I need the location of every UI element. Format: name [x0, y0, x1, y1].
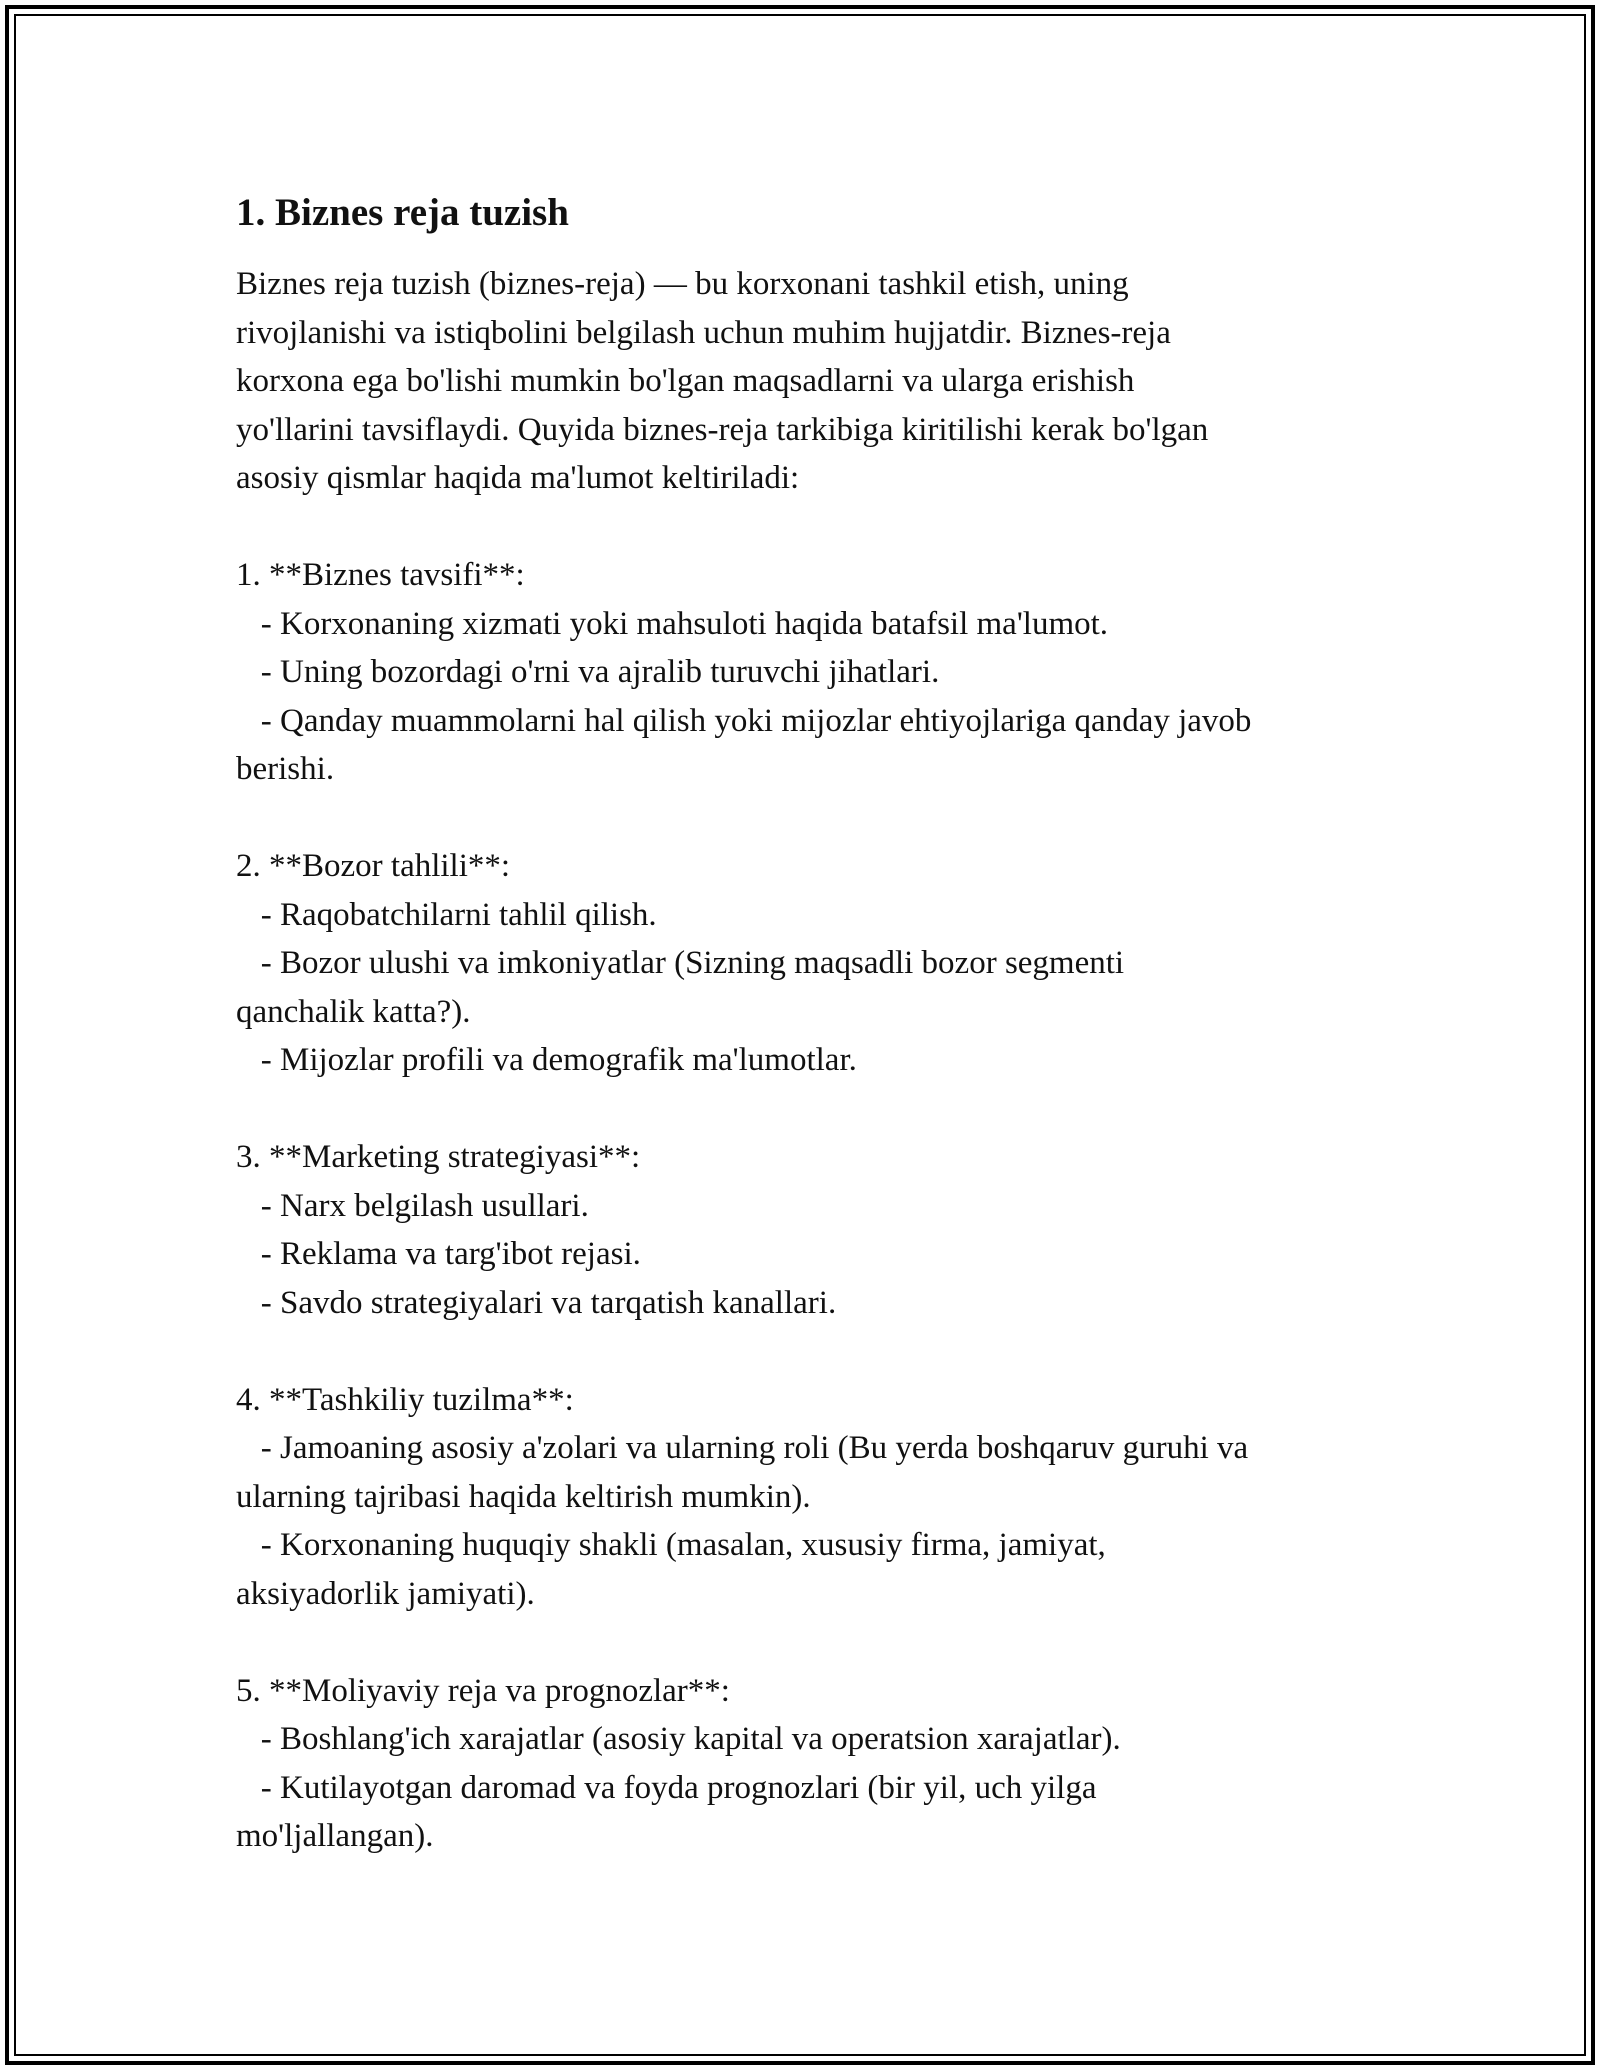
list-item: - Mijozlar profili va demografik ma'lumotlar.	[236, 1042, 857, 1078]
section-5	[236, 1667, 1386, 1861]
document-body	[236, 186, 1386, 1861]
list-item: - Uning bozordagi o'rni va ajralib turuvchi jihatlari.	[236, 654, 940, 690]
spacer	[236, 794, 1386, 843]
spacer	[236, 1327, 1386, 1376]
list-item: - Raqobatchilarni tahlil qilish.	[236, 896, 657, 933]
section-title: 4. **Tashkiliy tuzilma**:	[236, 1381, 574, 1418]
list-item: - Savdo strategiyalari va tarqatish kanallari.	[236, 1284, 837, 1321]
spacer	[236, 503, 1386, 552]
spacer	[236, 1085, 1386, 1134]
list-item: - Korxonaning huquqiy shakli (masalan, xususiy firma, jamiyat, aksiyadorlik jamiyati).	[236, 1527, 1106, 1612]
section-title: 1. **Biznes tavsifi**:	[236, 557, 525, 593]
list-item: - Qanday muammolarni hal qilish yoki mijozlar ehtiyojlariga qanday javob berishi.	[236, 702, 1252, 787]
document-heading: 1. Biznes reja tuzish	[236, 191, 569, 234]
list-item: - Narx belgilash usullari.	[236, 1187, 589, 1224]
spacer	[236, 1618, 1386, 1667]
section-3	[236, 1133, 1386, 1327]
section-title: 5. **Moliyaviy reja va prognozlar**:	[236, 1672, 730, 1709]
section-title: 2. **Bozor tahlili**:	[236, 848, 511, 884]
intro-paragraph: Biznes reja tuzish (biznes-reja) — bu korxonani tashkil etish, uning rivojlanishi va istiqbolini belgilash uchun muhim hujjatdir. Biznes-reja korxona ega bo'lishi mumkin bo'lgan maqsadlarni va ularga erishish yo'llarini tavsiflaydi. Quyida biznes-reja tarkibiga kiritilishi kerak bo'lgan asosiy qismlar haqida ma'lumot keltiriladi:	[236, 266, 1209, 496]
section-1	[236, 551, 1386, 794]
list-item: - Jamoaning asosiy a'zolari va ularning roli (Bu yerda boshqaruv guruhi va ularning tajribasi haqida keltirish mumkin).	[236, 1430, 1249, 1515]
list-item: - Reklama va targ'ibot rejasi.	[236, 1236, 641, 1272]
list-item: - Bozor ulushi va imkoniyatlar (Sizning maqsadli bozor segmenti qanchalik katta?).	[236, 945, 1125, 1030]
section-title: 3. **Marketing strategiyasi**:	[236, 1139, 641, 1175]
list-item: - Kutilayotgan daromad va foyda prognozlari (bir yil, uch yilga mo'ljallangan).	[236, 1769, 1097, 1854]
section-4	[236, 1376, 1386, 1619]
section-2	[236, 842, 1386, 1085]
list-item: - Korxonaning xizmati yoki mahsuloti haqida batafsil ma'lumot.	[236, 605, 1109, 642]
list-item: - Boshlang'ich xarajatlar (asosiy kapital va operatsion xarajatlar).	[236, 1721, 1121, 1757]
